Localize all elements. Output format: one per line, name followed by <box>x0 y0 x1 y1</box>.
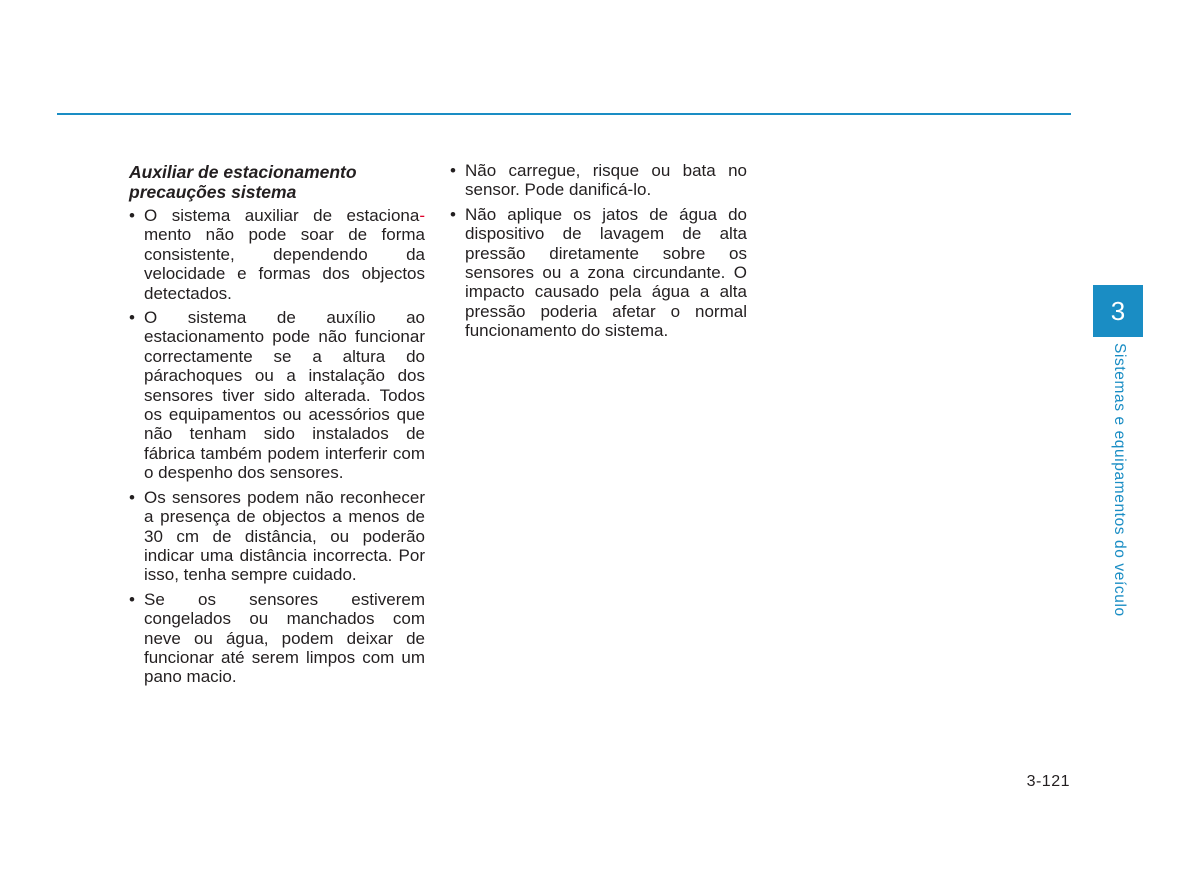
bullet-marker: • <box>450 204 456 224</box>
bullet-item <box>450 205 747 341</box>
chapter-title: Sistemas e equipamentos do veículo <box>1111 343 1128 617</box>
bullet-item <box>129 308 425 483</box>
page-number: 3-121 <box>1026 773 1070 790</box>
bullet-marker: • <box>129 308 135 328</box>
bullet-text: O sistema de auxílio ao estacionamento pode não funcionar correctamente se a altura do párachoques ou a instalação dos sensores tiver sido alterada. Todos os equipamentos ou acessórios que não tenham sido instalados de fábrica também podem interferir com o despenho dos sensores. <box>144 308 425 483</box>
bullet-item <box>450 161 747 200</box>
bullet-text-part-2: mento não pode soar de forma consistente, dependendo da velocidade e formas dos objectos detectados. <box>144 225 425 303</box>
header-rule <box>57 113 1071 115</box>
left-column <box>129 161 425 692</box>
section-heading-line-1: Auxiliar de estacionamento <box>129 162 357 182</box>
chapter-number-tab: 3 <box>1093 285 1143 337</box>
bullet-text: Não carregue, risque ou bata no sensor. Pode danificá-lo. <box>465 161 747 200</box>
hyphen-mark: - <box>419 206 425 225</box>
bullet-text-part-1: O sistema auxiliar de estaciona <box>144 206 420 225</box>
right-bullet-list <box>450 161 747 341</box>
right-column <box>450 161 747 346</box>
section-heading-line-2: precauções sistema <box>129 182 297 202</box>
bullet-marker: • <box>129 589 135 609</box>
bullet-item <box>129 590 425 687</box>
left-bullet-list <box>129 206 425 687</box>
section-heading <box>129 161 425 202</box>
bullet-marker: • <box>129 206 135 225</box>
bullet-text: Os sensores podem não reconhecer a presença de objectos a menos de 30 cm de distância, ou poderão indicar uma distância incorrecta. Por isso, tenha sempre cuidado. <box>144 487 425 585</box>
bullet-item <box>129 488 425 585</box>
bullet-marker: • <box>450 161 456 180</box>
bullet-text: Se os sensores estiverem congelados ou manchados com neve ou água, podem deixar de funcionar até serem limpos com um pano macio. <box>144 589 425 687</box>
bullet-item <box>129 206 425 303</box>
bullet-text: Não aplique os jatos de água do dispositivo de lavagem de alta pressão diretamente sobre os sensores ou a zona circundante. O impacto causado pela água a alta pressão poderia afetar o normal funcionamento do sistema. <box>465 204 747 341</box>
bullet-marker: • <box>129 487 135 507</box>
